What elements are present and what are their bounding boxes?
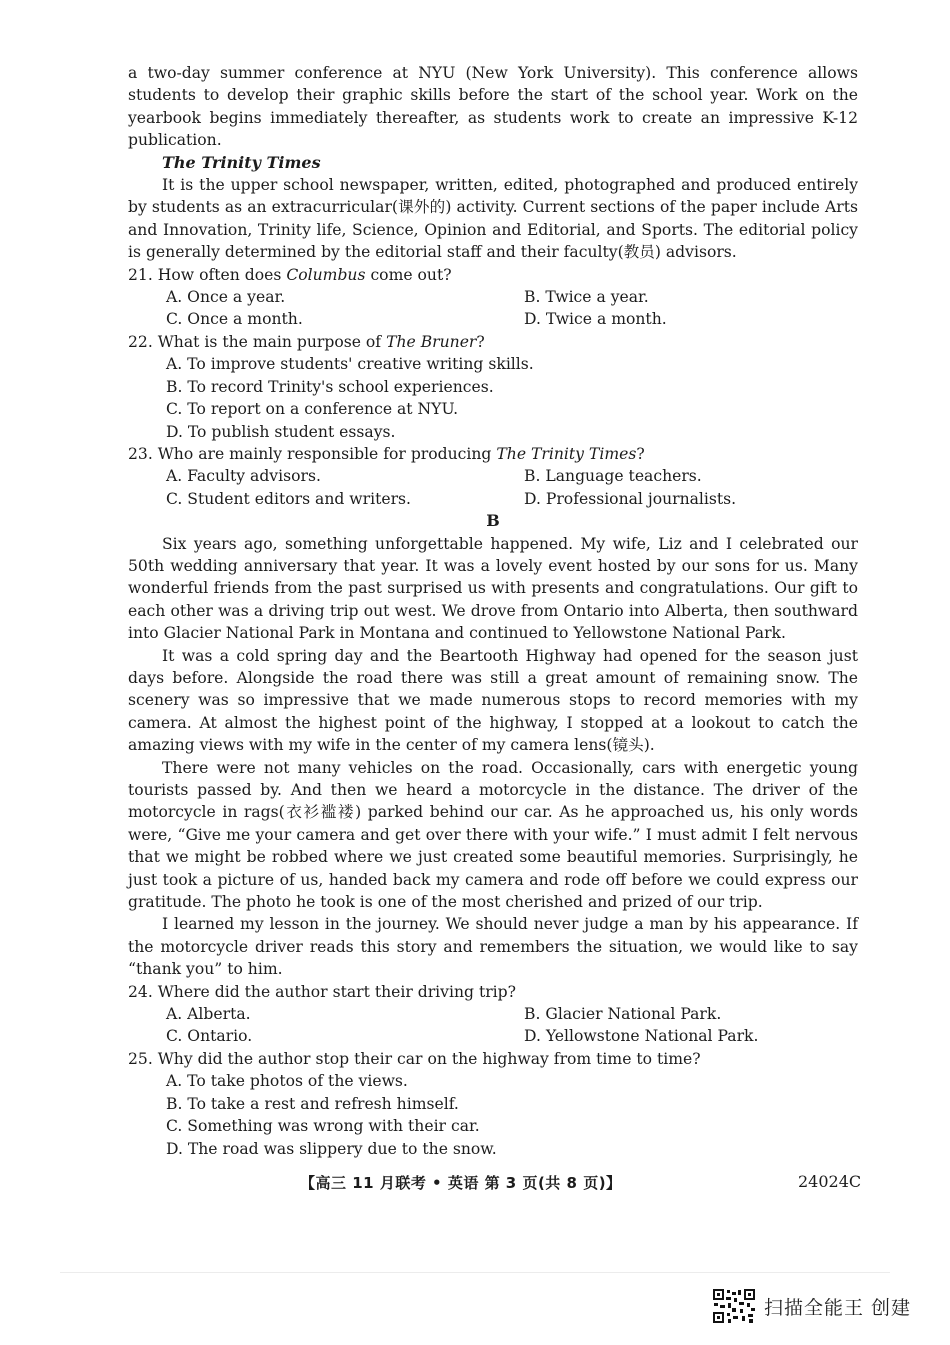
- question-text: How often does: [157, 265, 282, 284]
- question-text: What is the main purpose of: [157, 332, 382, 351]
- question-text: Why did the author stop their car on the highway from time to time?: [157, 1049, 701, 1068]
- question-title-italic: The Bruner: [386, 332, 477, 351]
- option-a: A. To improve students' creative writing skills.: [166, 355, 534, 374]
- option-a: A. Faculty advisors.: [166, 467, 321, 486]
- option-c: C. Once a month.: [166, 310, 303, 329]
- trinity-times-paragraph: It is the upper school newspaper, written, edited, photographed and produced entirely by students as an extracurricular(课外的) activity. Current sections of the paper include Arts and Innovation, Trinity life, Science, Opinion and Editorial, and Sports. The editorial policy is generally determined by the editorial staff and their faculty(教员) advisors.: [128, 176, 858, 262]
- options-23: [128, 465, 858, 510]
- passage-b-paragraph-1: Six years ago, something unforgettable happened. My wife, Liz and I celebrated our 50th wedding anniversary that year. It was a lovely event hosted by our sons for us. Many wonderful friends from the past surprised us with presents and congratulations. Our gift to each other was a driving trip out west. We drove from Ontario into Alberta, then southward into Glacier National Park in Montana and continued to Yellowstone National Park.: [128, 534, 858, 643]
- question-number: 21.: [128, 265, 153, 284]
- option-d: D. Twice a month.: [524, 310, 667, 329]
- question-number: 24.: [128, 982, 153, 1001]
- option-d: D. The road was slippery due to the snow.: [166, 1139, 497, 1158]
- question-text-end: ?: [636, 444, 645, 463]
- option-a: A. Once a year.: [166, 288, 286, 307]
- question-22: [128, 331, 858, 353]
- option-c: C. Something was wrong with their car.: [166, 1117, 480, 1136]
- options-24: [128, 1003, 858, 1048]
- option-d: D. To publish student essays.: [166, 422, 396, 441]
- bruner-paragraph-end: a two-day summer conference at NYU (New York University). This conference allows students to develop their graphic skills before the start of the school year. Work on the yearbook begins immediately thereafter, as students work to create an impressive K-12 publication.: [128, 64, 858, 150]
- option-c: C. Student editors and writers.: [166, 489, 411, 508]
- option-b: B. To record Trinity's school experiences.: [166, 377, 494, 396]
- option-d: D. Yellowstone National Park.: [524, 1027, 759, 1046]
- footer-paper-code: 24024C: [798, 1172, 862, 1191]
- question-text: Who are mainly responsible for producing: [157, 444, 492, 463]
- option-a: A. Alberta.: [166, 1005, 251, 1024]
- question-title-italic: Columbus: [286, 265, 366, 284]
- question-number: 22.: [128, 332, 153, 351]
- question-25: [128, 1048, 858, 1070]
- qr-code-icon: [712, 1288, 756, 1324]
- page-content: [128, 62, 858, 1160]
- options-25: [128, 1070, 858, 1160]
- passage-b-paragraph-2: It was a cold spring day and the Beartooth Highway had opened for the season just days before. Alongside the road there was still a great amount of remaining snow. The scenery was so impressive that we made numerous stops to record memories with my camera. At almost the highest point of the highway, I stopped at a lookout to catch the amazing views with my wife in the center of my camera lens(镜头).: [128, 646, 858, 755]
- question-number: 25.: [128, 1049, 153, 1068]
- passage-b-paragraph-3: There were not many vehicles on the road. Occasionally, cars with energetic young tourists passed by. And then we heard a motorcycle in the distance. The driver of the motorcycle in rags(衣衫褴褛) parked behind our car. As he approached us, his only words were, “Give me your camera and get over there with your wife.” I must admit I felt nervous that we might be robbed where we just created some beautiful memories. Surprisingly, he just took a picture of us, handed back my camera and rode off before we could express our gratitude. The photo he took is one of the most cherished and prized of our trip.: [128, 758, 858, 912]
- trinity-times-heading: The Trinity Times: [162, 152, 321, 172]
- question-number: 23.: [128, 444, 153, 463]
- section-b-heading: B: [486, 511, 500, 531]
- option-b: B. Language teachers.: [524, 467, 702, 486]
- question-text-end: ?: [476, 332, 485, 351]
- question-23: [128, 443, 858, 465]
- option-a: A. To take photos of the views.: [166, 1072, 408, 1091]
- option-b: B. Glacier National Park.: [524, 1005, 722, 1024]
- footer-divider: [60, 1272, 890, 1273]
- passage-b-paragraph-4: I learned my lesson in the journey. We should never judge a man by his appearance. If the motorcycle driver reads this story and remembers the situation, we would like to say “thank you” to him.: [128, 915, 858, 979]
- footer-exam-info: 【高三 11 月联考 • 英语 第 3 页(共 8 页)】: [300, 1174, 622, 1192]
- question-text: Where did the author start their driving trip?: [157, 982, 517, 1001]
- option-c: C. Ontario.: [166, 1027, 253, 1046]
- options-21: [128, 286, 858, 331]
- question-21: [128, 264, 858, 286]
- option-b: B. To take a rest and refresh himself.: [166, 1094, 459, 1113]
- question-text-end: come out?: [370, 265, 452, 284]
- option-c: C. To report on a conference at NYU.: [166, 400, 459, 419]
- option-b: B. Twice a year.: [524, 288, 649, 307]
- watermark-text: 扫描全能王 创建: [764, 1296, 912, 1319]
- scanner-watermark: [712, 1288, 911, 1324]
- options-22: [128, 353, 858, 443]
- question-title-italic: The Trinity Times: [496, 444, 637, 463]
- option-d: D. Professional journalists.: [524, 489, 737, 508]
- question-24: [128, 981, 858, 1003]
